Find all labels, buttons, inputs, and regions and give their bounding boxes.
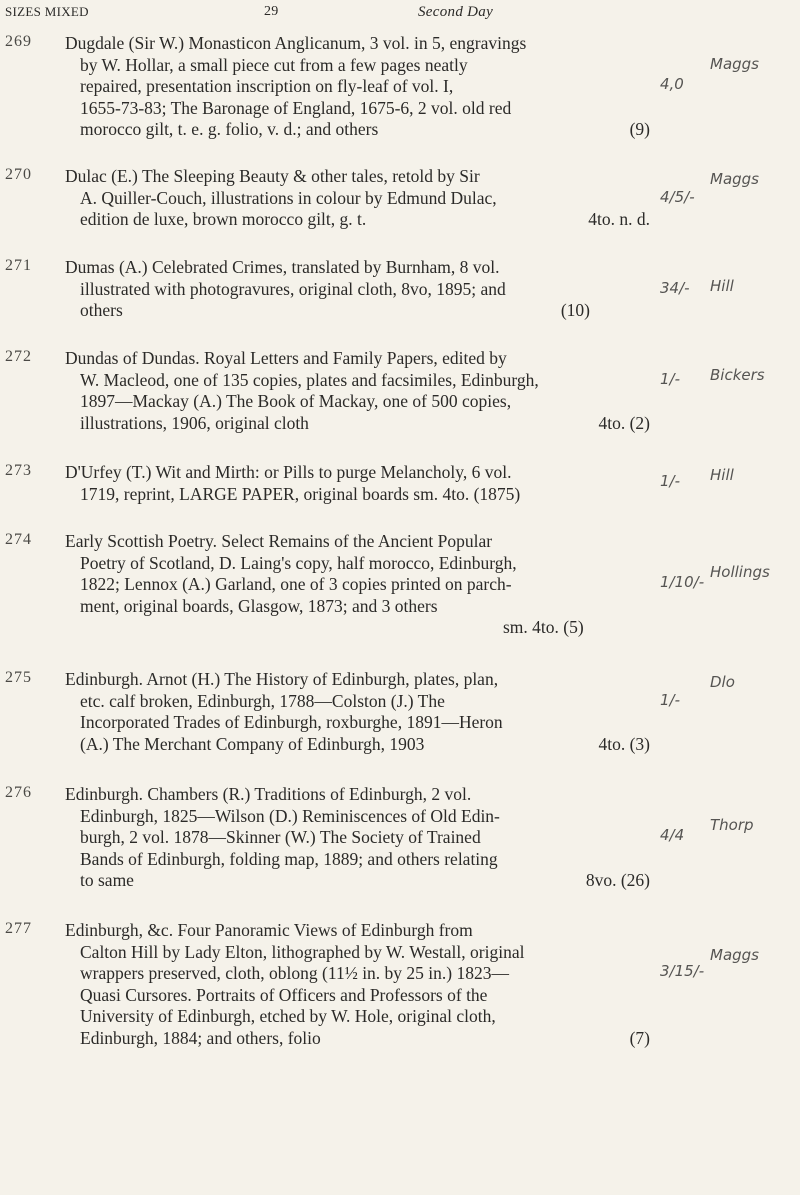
lot-line: Edinburgh, &c. Four Panoramic Views of Edinburgh from bbox=[65, 920, 473, 940]
lot-line: illustrations, 1906, original cloth bbox=[80, 412, 309, 433]
buyer-name: Bickers bbox=[710, 366, 765, 384]
lot-description bbox=[65, 166, 650, 231]
lot-line: Dugdale (Sir W.) Monasticon Anglicanum, 3 vol. in 5, engravings bbox=[65, 33, 527, 53]
lot-quantity: 4to. n. d. bbox=[588, 209, 650, 229]
buyer-name: Maggs bbox=[710, 55, 759, 73]
lot-quantity: (7) bbox=[629, 1027, 650, 1048]
lot-line: Calton Hill by Lady Elton, lithographed by W. Westall, original bbox=[80, 941, 525, 962]
buyer-name: Thorp bbox=[710, 816, 754, 834]
lot-line: Incorporated Trades of Edinburgh, roxburghe, 1891—Heron bbox=[80, 712, 503, 732]
lot-description bbox=[65, 33, 650, 141]
lot-line: sm. 4to. (5) bbox=[503, 617, 584, 637]
lot-description bbox=[65, 920, 650, 1049]
lot-number: 270 bbox=[5, 166, 32, 183]
lot-number: 272 bbox=[5, 348, 32, 365]
lot-line: Dundas of Dundas. Royal Letters and Family Papers, edited by bbox=[65, 348, 507, 368]
lot-quantity: 4to. (3) bbox=[598, 733, 650, 754]
lot-line: ment, original boards, Glasgow, 1873; and 3 others bbox=[80, 595, 438, 616]
lot-line: University of Edinburgh, etched by W. Hole, original cloth, bbox=[80, 1006, 496, 1026]
sale-price: 1/- bbox=[660, 691, 681, 709]
lot-description bbox=[65, 784, 650, 892]
lot-number: 273 bbox=[5, 462, 32, 479]
sale-price: 3/15/- bbox=[660, 962, 705, 980]
sale-price: 4/4 bbox=[660, 826, 685, 844]
lot-line: Poetry of Scotland, D. Laing's copy, half morocco, Edinburgh, bbox=[80, 552, 517, 573]
lot-number: 269 bbox=[5, 33, 32, 50]
lot-quantity: 4to. (2) bbox=[598, 412, 650, 433]
lot-line: others bbox=[80, 300, 123, 320]
lot-line: D'Urfey (T.) Wit and Mirth: or Pills to purge Melancholy, 6 vol. bbox=[65, 462, 512, 482]
lot-line: Dulac (E.) The Sleeping Beauty & other tales, retold by Sir bbox=[65, 166, 480, 186]
lot-number: 275 bbox=[5, 669, 32, 686]
sale-price: 34/- bbox=[660, 279, 690, 297]
lot-line: 1822; Lennox (A.) Garland, one of 3 copies printed on parch- bbox=[80, 574, 512, 594]
lot-line: repaired, presentation inscription on fly-leaf of vol. I, bbox=[80, 76, 454, 96]
lot-line: morocco gilt, t. e. g. folio, v. d.; and others bbox=[80, 119, 379, 139]
lot-line: Quasi Cursores. Portraits of Officers and Professors of the bbox=[80, 984, 488, 1005]
lot-line: by W. Hollar, a small piece cut from a few pages neatly bbox=[80, 54, 468, 75]
lot-line: Edinburgh, 1825—Wilson (D.) Reminiscences of Old Edin- bbox=[80, 805, 500, 826]
lot-description bbox=[65, 531, 650, 639]
lot-number: 271 bbox=[5, 257, 32, 274]
header-sizes: SIZES MIXED bbox=[5, 4, 89, 19]
lot-line: Dumas (A.) Celebrated Crimes, translated by Burnham, 8 vol. bbox=[65, 257, 500, 277]
buyer-name: Dlo bbox=[710, 673, 735, 691]
buyer-name: Hollings bbox=[710, 563, 770, 581]
buyer-name: Maggs bbox=[710, 170, 759, 188]
lot-line: edition de luxe, brown morocco gilt, g. t. bbox=[80, 209, 367, 229]
lot-description bbox=[65, 669, 650, 755]
lot-line: illustrated with photogravures, original cloth, 8vo, 1895; and bbox=[80, 278, 506, 299]
sale-price: 4,0 bbox=[660, 75, 684, 93]
lot-line: burgh, 2 vol. 1878—Skinner (W.) The Society of Trained bbox=[80, 827, 481, 847]
lot-line: wrappers preserved, cloth, oblong (11½ in. by 25 in.) 1823— bbox=[80, 963, 509, 983]
header-day: Second Day bbox=[418, 4, 494, 20]
lot-line: (A.) The Merchant Company of Edinburgh, 1903 bbox=[80, 733, 425, 754]
lot-description bbox=[65, 348, 650, 434]
sale-price: 1/- bbox=[660, 472, 681, 490]
sale-price: 1/- bbox=[660, 370, 681, 388]
page-number: 29 bbox=[264, 4, 279, 19]
buyer-name: Maggs bbox=[710, 946, 759, 964]
lot-line: Edinburgh. Arnot (H.) The History of Edinburgh, plates, plan, bbox=[65, 669, 499, 689]
lot-quantity: 8vo. (26) bbox=[585, 870, 650, 890]
lot-line: 1719, reprint, LARGE PAPER, original boards sm. 4to. (1875) bbox=[80, 483, 521, 504]
lot-line: Bands of Edinburgh, folding map, 1889; and others relating bbox=[80, 848, 498, 869]
lot-line: 1655-73-83; The Baronage of England, 1675-6, 2 vol. old red bbox=[80, 97, 512, 118]
lot-line: Early Scottish Poetry. Select Remains of the Ancient Popular bbox=[65, 531, 493, 551]
lot-number: 276 bbox=[5, 784, 32, 801]
lot-line: to same bbox=[80, 870, 134, 890]
lot-description bbox=[65, 462, 650, 505]
buyer-name: Hill bbox=[710, 277, 734, 295]
lot-line: A. Quiller-Couch, illustrations in colour by Edmund Dulac, bbox=[80, 187, 497, 208]
lot-quantity: (10) bbox=[560, 300, 590, 320]
lot-line: etc. calf broken, Edinburgh, 1788—Colston (J.) The bbox=[80, 690, 445, 711]
lot-line: W. Macleod, one of 135 copies, plates and facsimiles, Edinburgh, bbox=[80, 369, 539, 390]
sale-price: 1/10/- bbox=[660, 573, 705, 591]
lot-number: 277 bbox=[5, 920, 32, 937]
sale-price: 4/5/- bbox=[660, 188, 695, 206]
lot-line: Edinburgh. Chambers (R.) Traditions of Edinburgh, 2 vol. bbox=[65, 784, 472, 804]
lot-description bbox=[65, 257, 650, 322]
lot-line: Edinburgh, 1884; and others, folio bbox=[80, 1027, 321, 1048]
page-header bbox=[0, 4, 800, 26]
lot-quantity: (9) bbox=[629, 119, 650, 139]
lot-number: 274 bbox=[5, 531, 32, 548]
lot-line: 1897—Mackay (A.) The Book of Mackay, one of 500 copies, bbox=[80, 391, 512, 411]
buyer-name: Hill bbox=[710, 466, 734, 484]
